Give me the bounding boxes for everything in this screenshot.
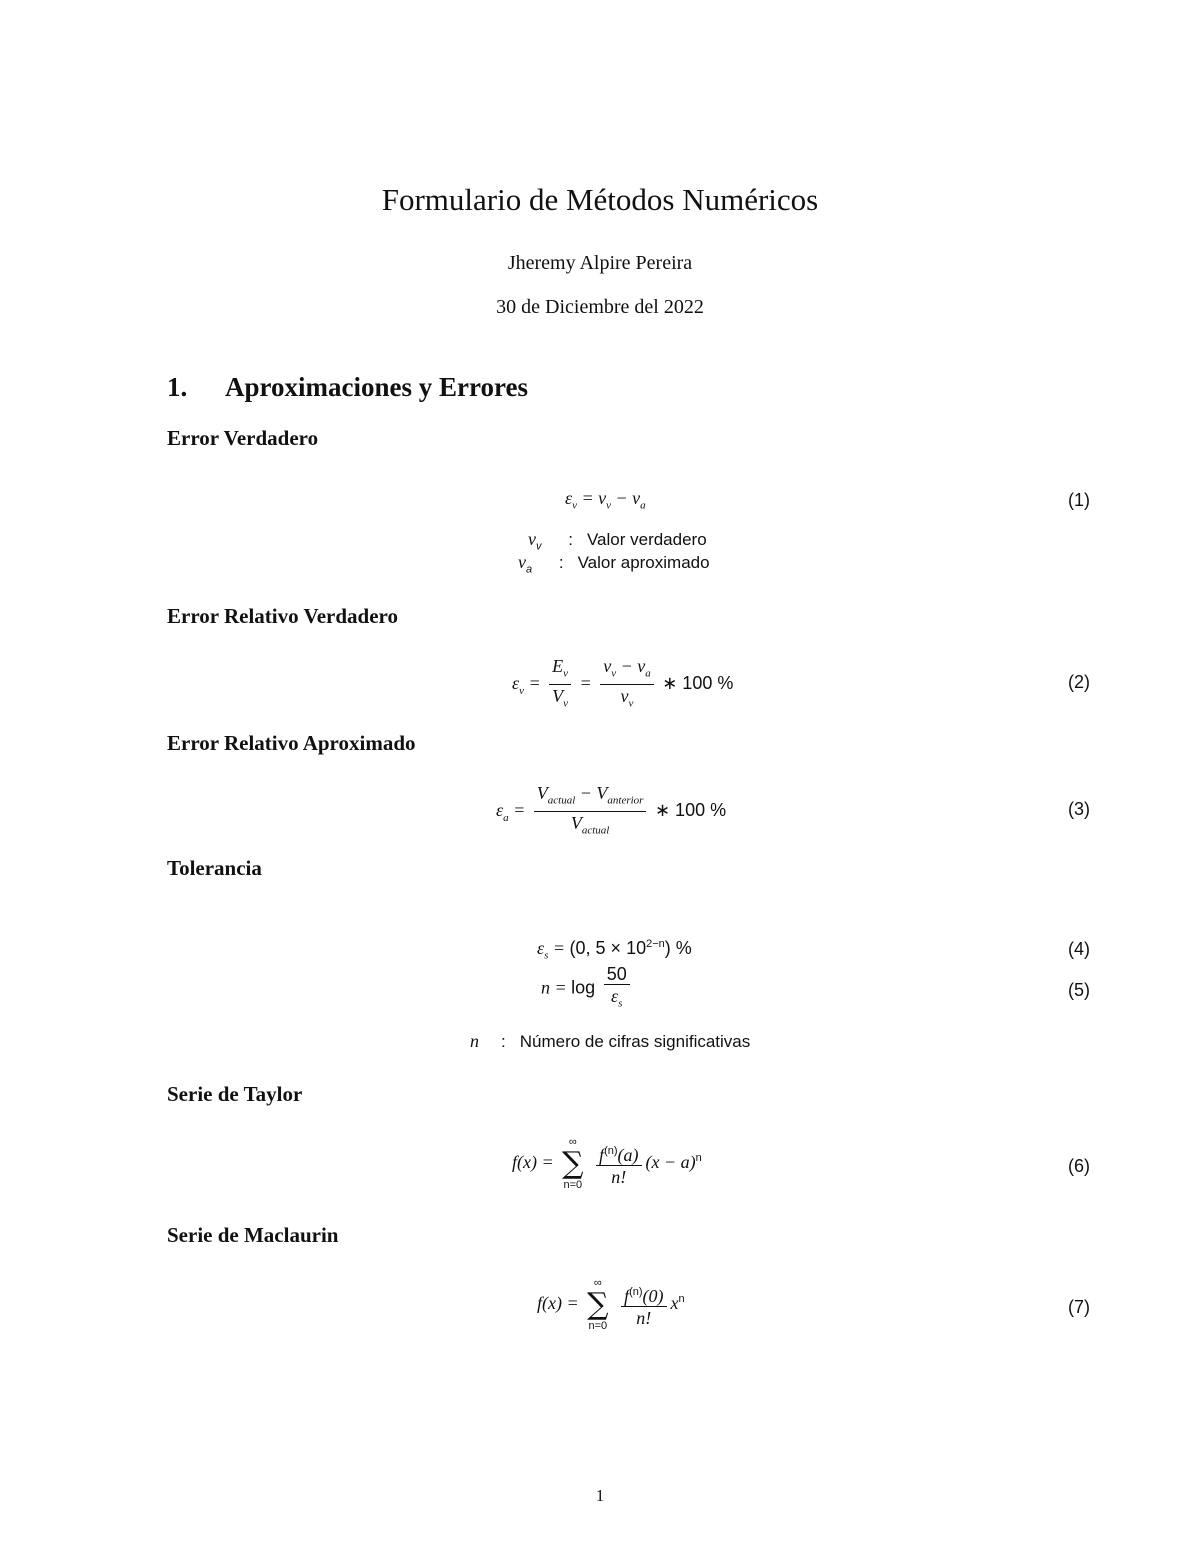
definition-n: n : Número de cifras significativas [470,1031,751,1051]
subsection-error-relativo-aproximado: Error Relativo Aproximado [167,731,416,755]
definition-va: $v_a$ : Valor aproximado [518,552,710,576]
equation-number-5: (5) [1068,980,1090,1000]
equation-number-2: (2) [1068,672,1090,692]
page-number: 1 [595,1486,605,1505]
section-heading [167,372,528,403]
equation-5: n = log $\frac{50}{\varepsilon_s}$ [541,964,634,1015]
equation-number-1: (1) [1068,490,1090,510]
subsection-tolerancia: Tolerancia [167,856,262,880]
section-number: 1. [167,372,188,402]
equation-2: $\varepsilon_v$ = $\frac{E_v}{V_v}$ = $\frac{v_v - v_a}{v_v}$ ∗ 100 % [512,656,733,714]
subsection-serie-taylor: Serie de Taylor [167,1082,303,1106]
equation-number-3: (3) [1068,799,1090,819]
equation-number-6: (6) [1068,1156,1090,1176]
subsection-error-verdadero: Error Verdadero [167,426,319,450]
equation-6: f(x) = ∞ ∑ n=0 $\frac{f^{(n)}(a)}{n!}$ $(x - a)^n$ [512,1136,702,1191]
section-title: Aproximaciones y Errores [225,372,528,402]
author: Jheremy Alpire Pereira [507,252,693,274]
date: 30 de Diciembre del 2022 [496,296,704,318]
subsection-serie-maclaurin: Serie de Maclaurin [167,1223,339,1247]
equation-3: $\varepsilon_a$ = $\frac{V_{actual} - V_{anterior}}{V_{actual}}$ ∗ 100 % [496,783,726,841]
document-title: Formulario de Métodos Numéricos [381,182,819,217]
equation-4: $\varepsilon_s = (0$, $5 \times 10^{2-n}$) % [537,938,692,962]
definition-vv: $v_v$ : Valor verdadero [528,529,707,553]
equation-7: f(x) = ∞ ∑ n=0 $\frac{f^{(n)}(0)}{n!}$ $x^n$ [537,1277,685,1332]
equation-1: $\varepsilon_v = v_v - v_a$ [565,488,646,512]
equation-number-4: (4) [1068,939,1090,959]
equation-number-7: (7) [1068,1297,1090,1317]
subsection-error-relativo-verdadero: Error Relativo Verdadero [167,604,398,628]
